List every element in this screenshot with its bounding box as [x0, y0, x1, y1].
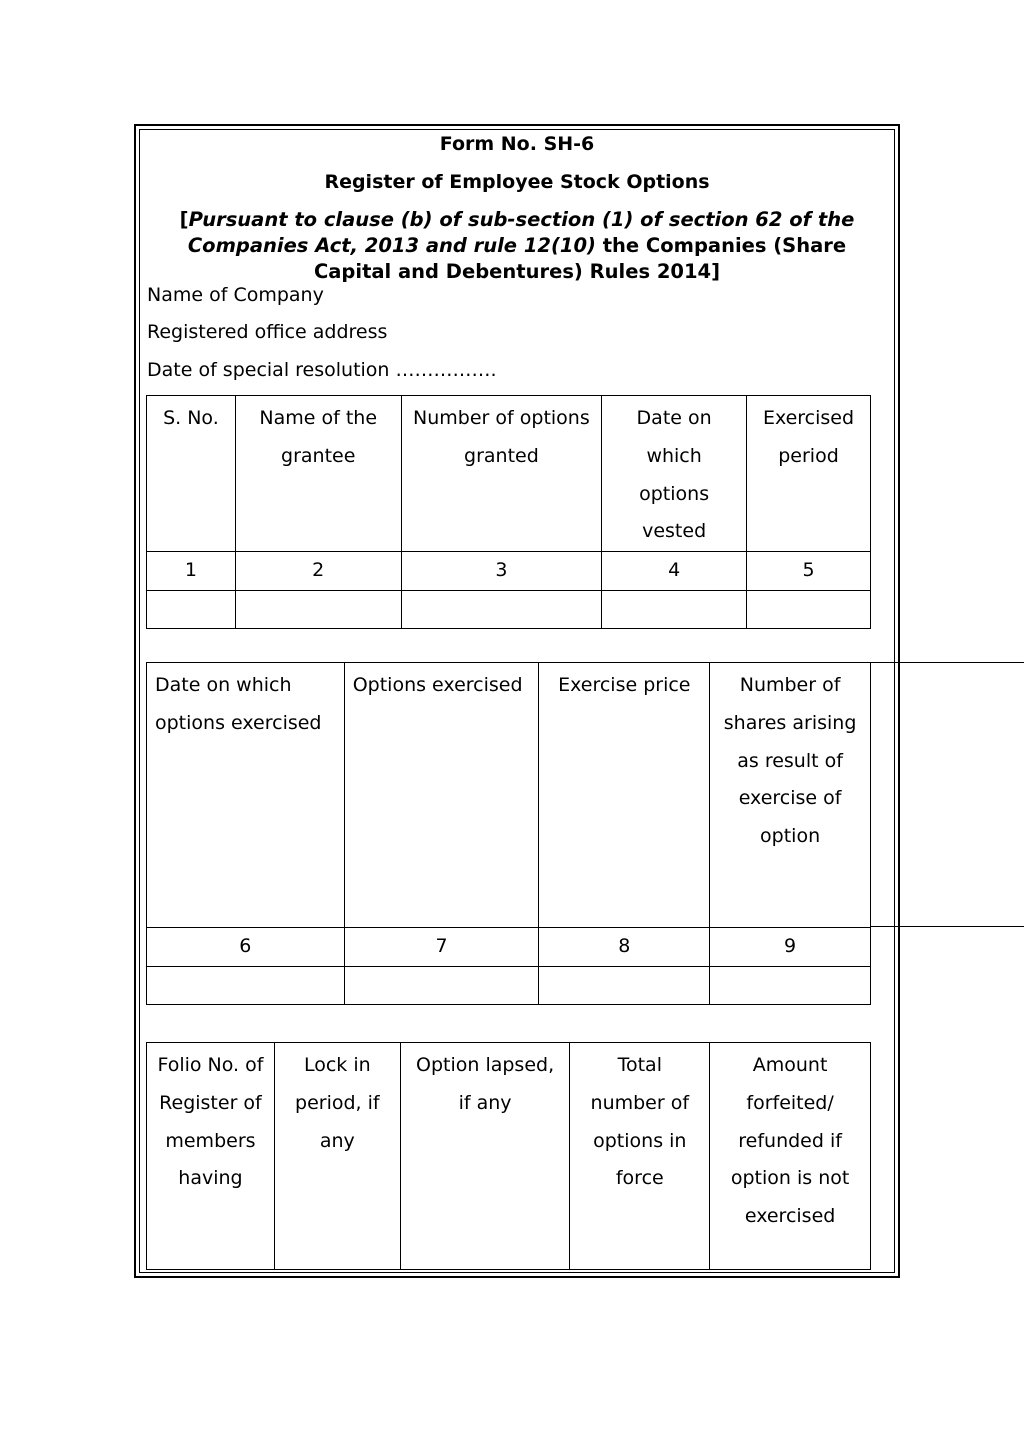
empty-cell[interactable]: [147, 590, 236, 628]
column-number: 8: [539, 928, 710, 967]
column-number: 3: [401, 552, 602, 591]
table-extension-line: [871, 662, 1024, 663]
empty-cell[interactable]: [235, 590, 401, 628]
column-number: 5: [747, 552, 871, 591]
pursuant-clause: [Pursuant to clause (b) of sub-section (1) of section 62 of the Companies Act, 2013 and rule 12(10) the Companies (Share Capital and Debentures) Rules 2014]: [179, 208, 855, 283]
folio-lapsed-table: [146, 1042, 871, 1270]
registered-office-label: Registered office address: [147, 321, 388, 343]
empty-cell[interactable]: [539, 966, 710, 1004]
header-options-exercised: Options exercised: [344, 663, 539, 928]
empty-cell[interactable]: [344, 966, 539, 1004]
header-exercise-price: Exercise price: [539, 663, 710, 928]
header-date-vested: Date on which options vested: [602, 396, 747, 552]
column-number: 6: [147, 928, 345, 967]
empty-cell[interactable]: [602, 590, 747, 628]
header-date-exercised: Date on which options exercised: [147, 663, 345, 928]
header-exercised-period: Exercised period: [747, 396, 871, 552]
form-subtitle: Register of Employee Stock Options: [324, 171, 710, 193]
form-title: Form No. SH-6: [439, 133, 595, 155]
options-granted-table: [146, 395, 871, 629]
pursuant-clause-rest: the Companies (Share Capital and Debentures) Rules 2014: [313, 234, 847, 283]
header-option-lapsed: Option lapsed, if any: [400, 1043, 570, 1270]
table-extension-line: [871, 926, 1024, 927]
header-folio-no: Folio No. of Register of members having: [147, 1043, 275, 1270]
header-total-options-in-force: Total number of options in force: [570, 1043, 710, 1270]
header-options-granted: Number of options granted: [401, 396, 602, 552]
column-number: 2: [235, 552, 401, 591]
column-number: 7: [344, 928, 539, 967]
header-s-no: S. No.: [147, 396, 236, 552]
header-lock-in-period: Lock in period, if any: [274, 1043, 400, 1270]
options-exercised-table: [146, 662, 871, 1005]
pursuant-clause-italic: Pursuant to clause (b) of sub-section (1) of section 62 of the Companies Act, 2013 and rule 12(10): [187, 208, 855, 257]
empty-cell[interactable]: [747, 590, 871, 628]
header-grantee-name: Name of the grantee: [235, 396, 401, 552]
column-number: 1: [147, 552, 236, 591]
column-number: 9: [710, 928, 871, 967]
empty-cell[interactable]: [710, 966, 871, 1004]
empty-cell[interactable]: [147, 966, 345, 1004]
empty-cell[interactable]: [401, 590, 602, 628]
company-name-label: Name of Company: [147, 284, 324, 306]
special-resolution-date-label: Date of special resolution …………….: [147, 359, 497, 381]
column-number: 4: [602, 552, 747, 591]
header-amount-forfeited: Amount forfeited/ refunded if option is not exercised: [710, 1043, 871, 1270]
header-shares-arising: Number of shares arising as result of exercise of option: [710, 663, 871, 928]
